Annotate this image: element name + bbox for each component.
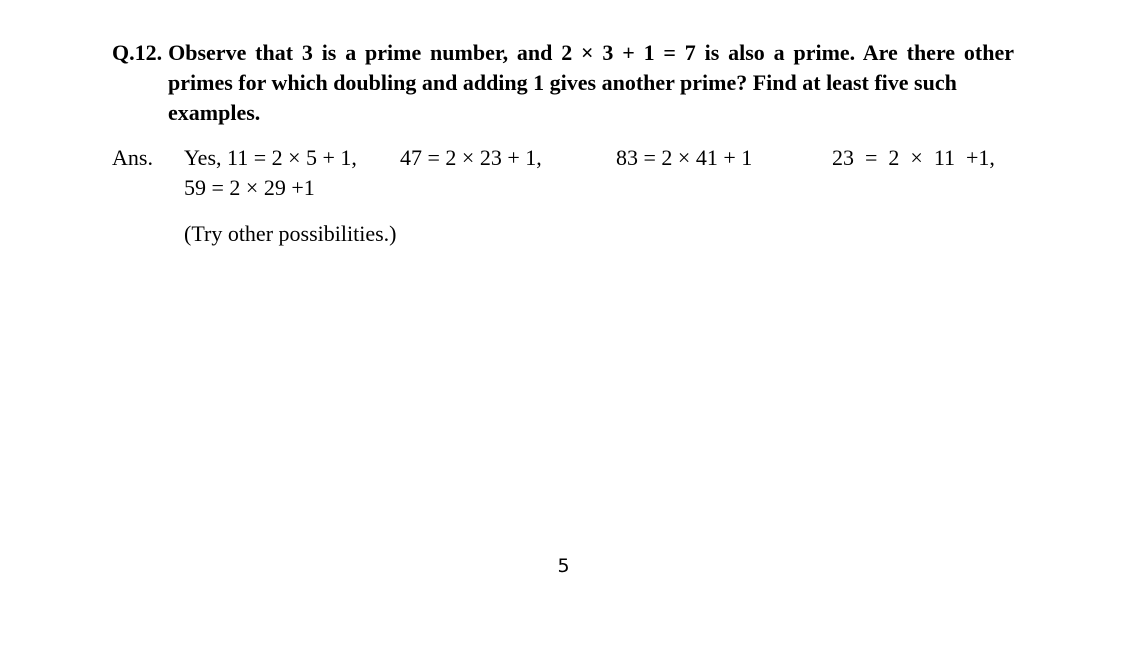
question-text-line-1: Observe that 3 is a prime number, and 2 × 3 + 1 = 7 is also a prime. Are there other <box>168 40 1014 65</box>
question-line-3 <box>112 98 1014 128</box>
page-number: 5 <box>557 555 570 577</box>
question-line-1 <box>112 38 1014 68</box>
question-text-line-3: examples. <box>168 100 261 125</box>
question-number: Q.12. <box>112 40 163 65</box>
answer-example-5: 59 = 2 × 29 +1 <box>184 175 315 200</box>
question-text-line-2: primes for which doubling and adding 1 gives another prime? Find at least five such <box>168 70 957 95</box>
answer-example-2: 47 = 2 × 23 + 1, <box>400 145 542 170</box>
answer-label: Ans. <box>112 145 153 170</box>
answer-note: (Try other possibilities.) <box>184 221 397 246</box>
answer-example-4: 23 = 2 × 11 +1, <box>832 145 995 170</box>
answer-example-3: 83 = 2 × 41 + 1 <box>616 145 753 170</box>
question-line-2 <box>112 68 1014 98</box>
question-block <box>112 38 1014 128</box>
answer-example-1: Yes, 11 = 2 × 5 + 1, <box>184 145 357 170</box>
